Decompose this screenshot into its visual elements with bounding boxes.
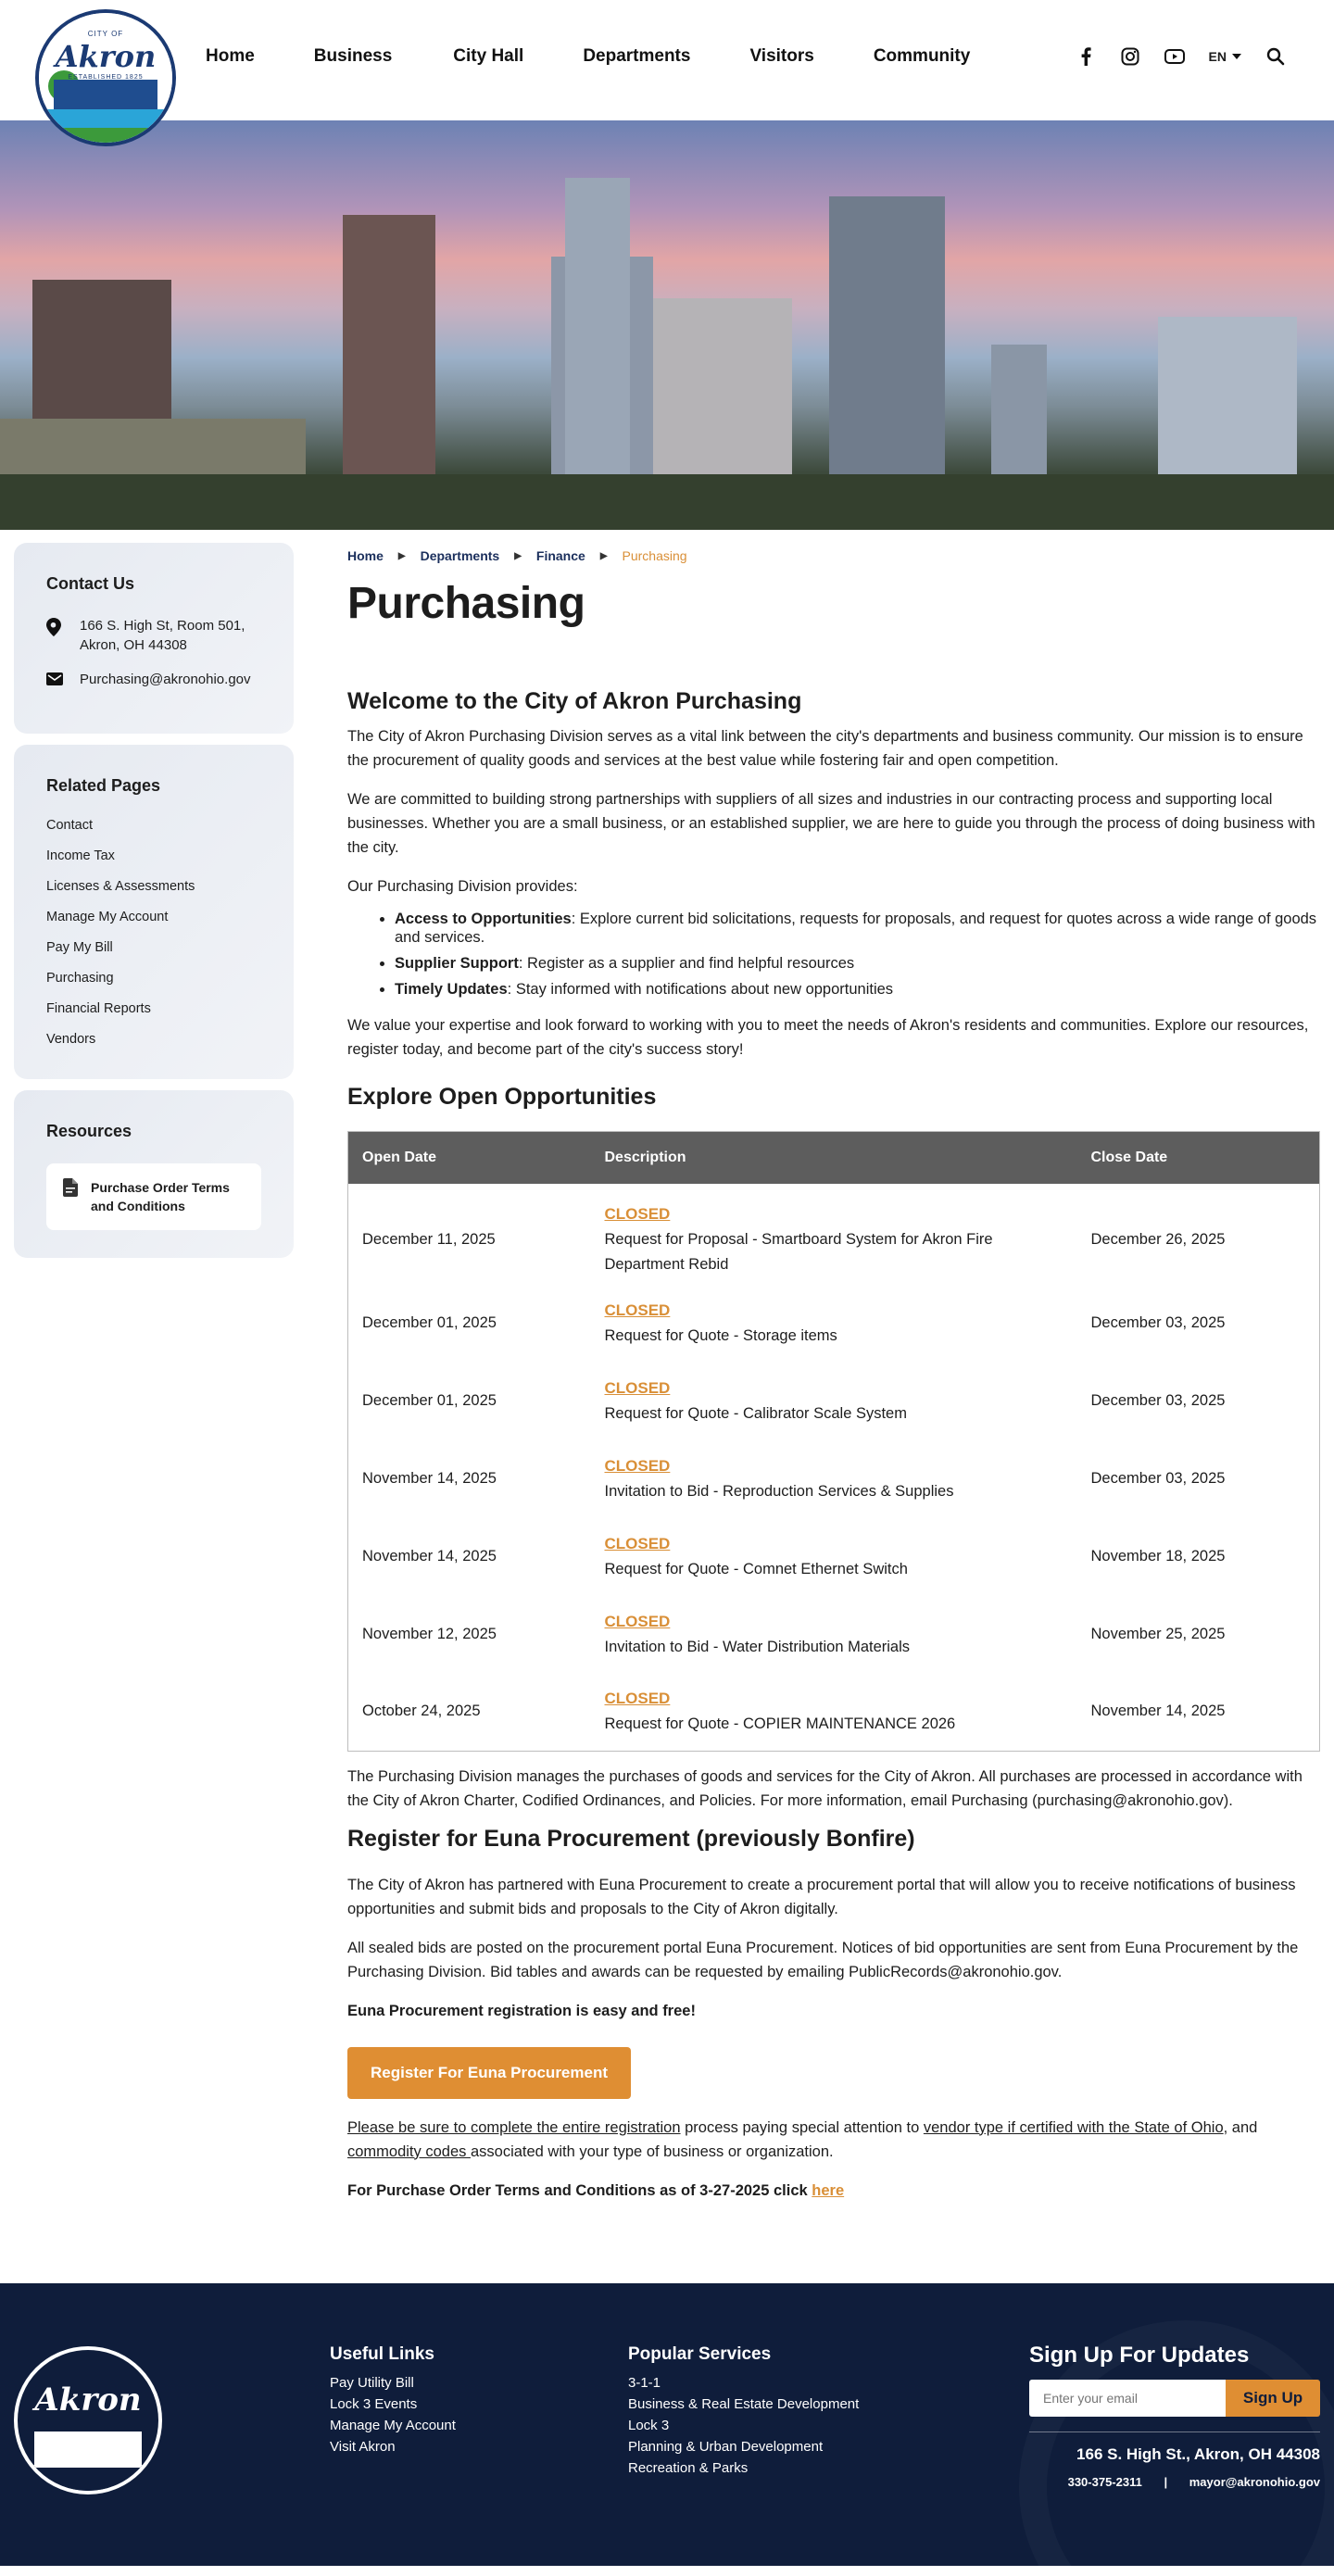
main-content: [347, 530, 1320, 2203]
closed-link[interactable]: CLOSED: [604, 1378, 671, 1397]
col-open-date: Open Date: [362, 1150, 437, 1165]
related-contact[interactable]: Contact: [46, 818, 93, 833]
welcome-paragraph-2: We are committed to building strong partnerships with suppliers of all sizes and industries in our contracting process and supporting local businesses. Whether you are a small business, or an established supplier, we are here to guide you through the process of doing business with the city.: [347, 791, 1315, 856]
signup-section: Sign Up For Updates Enter your email Sign Up 166 S. High St., Akron, OH 44308 330-375-2311 | mayor@akronohio.gov: [1029, 2343, 1320, 2489]
related-manage-account[interactable]: Manage My Account: [46, 910, 169, 924]
col-description: Description: [604, 1150, 686, 1165]
nav-community[interactable]: Community: [873, 46, 971, 66]
footer-email[interactable]: mayor@akronohio.gov: [1189, 2475, 1320, 2489]
table-row: October 24, 2025 CLOSED Request for Quote - COPIER MAINTENANCE 2026 November 14, 2025: [362, 1690, 1226, 1733]
search-icon[interactable]: [1265, 46, 1286, 67]
breadcrumb-departments[interactable]: Departments: [420, 548, 500, 563]
signup-button[interactable]: Sign Up: [1226, 2380, 1320, 2417]
sidebar: [14, 543, 294, 1269]
list-item: • Supplier Support: Register as a supplier and find helpful resources: [395, 954, 1320, 973]
welcome-paragraph-4: We value your expertise and look forward to working with you to meet the needs of Akron's residents and communities. Explore our resources, register today, and become part of the city's success story!: [347, 1017, 1309, 1058]
footer-link[interactable]: 3-1-1: [628, 2375, 661, 2391]
related-pages-card: [14, 745, 294, 1079]
chevron-right-icon: ▶: [514, 550, 522, 561]
related-licenses[interactable]: Licenses & Assessments: [46, 879, 195, 894]
contact-email[interactable]: Purchasing@akronohio.gov: [46, 670, 261, 691]
breadcrumb-home[interactable]: Home: [347, 548, 384, 563]
resource-po-terms[interactable]: Purchase Order Terms and Conditions: [46, 1163, 261, 1230]
register-heading: Register for Euna Procurement (previously Bonfire): [347, 1825, 915, 1852]
breadcrumb: [347, 548, 1320, 563]
closed-link[interactable]: CLOSED: [604, 1690, 671, 1708]
footer-link[interactable]: Lock 3 Events: [330, 2396, 418, 2412]
register-paragraph-2: All sealed bids are posted on the procurement portal Euna Procurement. Notices of bid opportunities are sent from Euna Procurement by the Purchasing Division. Bid tables and awards can be requested by emailing PublicRecords@akronohio.gov.: [347, 1939, 1299, 1980]
footer-address: 166 S. High St., Akron, OH 44308: [1076, 2445, 1320, 2463]
welcome-heading: Welcome to the City of Akron Purchasing: [347, 688, 802, 714]
list-item: • Access to Opportunities: Explore current bid solicitations, requests for proposals, and request for quotes across a wide range of goods and services.: [395, 910, 1320, 947]
footer-phone[interactable]: 330-375-2311: [1067, 2475, 1142, 2489]
nav-home[interactable]: Home: [206, 46, 255, 66]
footer-link[interactable]: Planning & Urban Development: [628, 2439, 824, 2455]
register-paragraph-1: The City of Akron has partnered with Euna Procurement to create a procurement portal that will allow you to receive notifications of business opportunities and submit bids and proposals to the City of Akron digitally.: [347, 1876, 1296, 1917]
terms-here-link[interactable]: here: [812, 2181, 845, 2199]
table-row: December 01, 2025 CLOSED Request for Quote - Storage items December 03, 2025: [362, 1301, 1226, 1344]
location-pin-icon: [46, 616, 65, 642]
opportunities-table: [347, 1131, 1320, 1752]
hero-skyline-image: [0, 120, 1334, 530]
related-purchasing[interactable]: Purchasing: [46, 971, 114, 986]
nav-visitors[interactable]: Visitors: [749, 46, 814, 66]
akron-logo[interactable]: CITY OF Akron ESTABLISHED 1825: [35, 9, 176, 146]
footer-link[interactable]: Visit Akron: [330, 2439, 396, 2455]
nav-city-hall[interactable]: City Hall: [453, 46, 524, 66]
related-financial-reports[interactable]: Financial Reports: [46, 1001, 151, 1016]
instagram-icon[interactable]: [1120, 46, 1140, 67]
table-row: December 01, 2025 CLOSED Request for Quote - Calibrator Scale System December 03, 2025: [362, 1378, 1226, 1422]
welcome-paragraph-1: The City of Akron Purchasing Division serves as a vital link between the city's departments and business community. Our mission is to ensure the procurement of quality goods and services at the best value while fostering fair and open competition.: [347, 728, 1303, 769]
related-vendors[interactable]: Vendors: [46, 1032, 96, 1047]
commodity-codes-link[interactable]: commodity codes: [347, 2142, 471, 2160]
page-title: Purchasing: [347, 579, 585, 628]
useful-links: Useful Links Pay Utility Bill Lock 3 Events Manage My Account Visit Akron: [330, 2344, 456, 2457]
related-pay-bill[interactable]: Pay My Bill: [46, 940, 113, 955]
footer-link[interactable]: Lock 3: [628, 2418, 670, 2433]
related-pages-title: Related Pages: [46, 776, 161, 795]
terms-paragraph: For Purchase Order Terms and Conditions as of 3-27-2025 click here: [347, 2181, 845, 2199]
table-row: November 14, 2025 CLOSED Request for Quote - Comnet Ethernet Switch November 18, 2025: [362, 1534, 1226, 1577]
footer-link[interactable]: Pay Utility Bill: [330, 2375, 414, 2391]
chevron-right-icon: ▶: [397, 550, 406, 561]
welcome-paragraph-3: Our Purchasing Division provides:: [347, 878, 578, 895]
breadcrumb-current: Purchasing: [622, 548, 687, 563]
col-close-date: Close Date: [1090, 1150, 1168, 1165]
table-row: December 11, 2025 CLOSED Request for Proposal - Smartboard System for Akron Fire Department Rebid December 26, 2025: [362, 1205, 1226, 1273]
table-row: November 14, 2025 CLOSED Invitation to Bid - Reproduction Services & Supplies December 03, 2025: [362, 1456, 1226, 1500]
youtube-icon[interactable]: [1164, 46, 1185, 67]
closed-link[interactable]: CLOSED: [604, 1612, 671, 1630]
contact-card: [14, 543, 294, 734]
opportunities-heading: Explore Open Opportunities: [347, 1084, 657, 1110]
footer-link[interactable]: Manage My Account: [330, 2418, 456, 2433]
nav-departments[interactable]: Departments: [583, 46, 691, 66]
footer-link[interactable]: Business & Real Estate Development: [628, 2396, 860, 2412]
popular-services: Popular Services 3-1-1 Business & Real Estate Development Lock 3 Planning & Urban Development Recreation & Parks: [628, 2344, 859, 2479]
closed-link[interactable]: CLOSED: [604, 1534, 671, 1552]
language-selector[interactable]: EN: [1209, 49, 1241, 64]
closed-link[interactable]: CLOSED: [604, 1205, 671, 1223]
purchasing-info-paragraph: The Purchasing Division manages the purchases of goods and services for the City of Akron. All purchases are processed in accordance with the City of Akron Charter, Codified Ordinances, and Policies. For more information, email Purchasing (purchasing@akronohio.gov).: [347, 1767, 1303, 1809]
facebook-icon[interactable]: [1076, 46, 1096, 67]
contact-address: 166 S. High St, Room 501, Akron, OH 44308: [46, 616, 261, 655]
closed-link[interactable]: CLOSED: [604, 1301, 671, 1319]
closed-link[interactable]: CLOSED: [604, 1456, 671, 1475]
list-item: • Timely Updates: Stay informed with notifications about new opportunities: [395, 980, 1320, 999]
contact-title: Contact Us: [46, 574, 135, 593]
nav-business[interactable]: Business: [313, 46, 393, 66]
footer-akron-logo[interactable]: Akron: [14, 2346, 162, 2494]
register-euna-button[interactable]: Register For Euna Procurement: [347, 2047, 631, 2099]
site-footer: [0, 2283, 1334, 2566]
resources-card: [14, 1090, 294, 1258]
provides-list: [395, 910, 1320, 999]
mail-icon: [46, 670, 65, 691]
registration-link[interactable]: Please be sure to complete the entire registration: [347, 2118, 681, 2136]
signup-form: [1029, 2380, 1320, 2417]
header-tools: [1076, 46, 1286, 67]
footer-link[interactable]: Recreation & Parks: [628, 2460, 749, 2476]
table-row: November 12, 2025 CLOSED Invitation to Bid - Water Distribution Materials November 25, 2025: [362, 1612, 1226, 1655]
registration-note: Please be sure to complete the entire registration process paying special attention to vendor type if certified with the State of Ohio, and commodity codes associated with your type of business or organization.: [347, 2118, 1258, 2160]
signup-email-input[interactable]: [1029, 2380, 1226, 2417]
breadcrumb-finance[interactable]: Finance: [535, 548, 585, 563]
site-header: [0, 0, 1334, 120]
caret-down-icon: [1232, 54, 1241, 59]
main-nav: [206, 46, 1029, 67]
vendor-type-link[interactable]: vendor type if certified with the State of Ohio: [923, 2118, 1224, 2136]
related-income-tax[interactable]: Income Tax: [46, 848, 115, 863]
register-paragraph-3: Euna Procurement registration is easy and free!: [347, 2002, 696, 2019]
chevron-right-icon: ▶: [599, 550, 608, 561]
resources-title: Resources: [46, 1122, 132, 1140]
document-icon: [63, 1178, 78, 1215]
footer-contact: 330-375-2311 | mayor@akronohio.gov: [1067, 2475, 1320, 2489]
